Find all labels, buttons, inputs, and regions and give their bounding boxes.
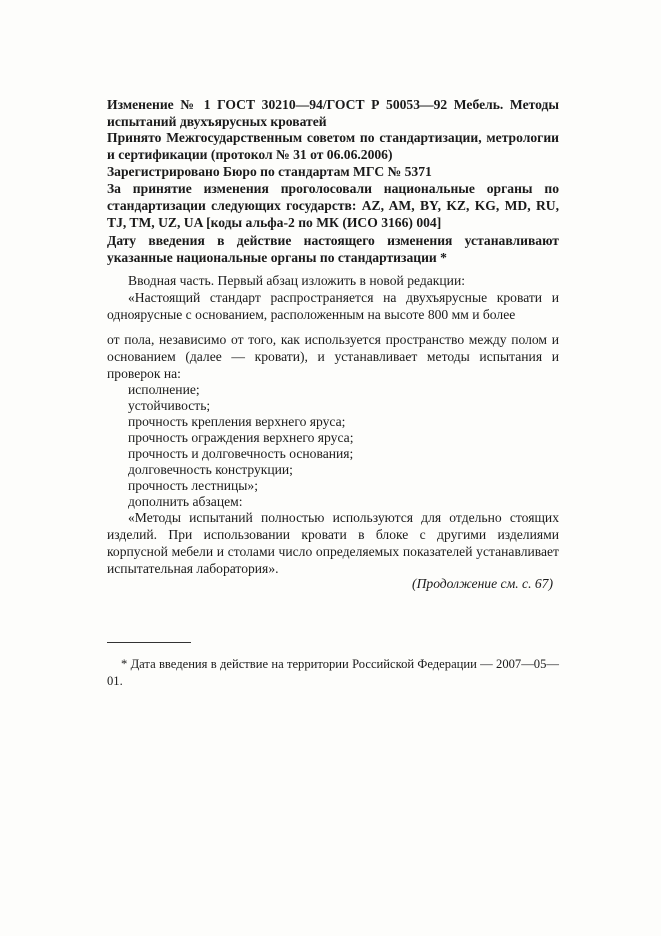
quote-continuation-paragraph: от пола, независимо от того, как используется пространство между полом и основанием (далее — кровати), и устанавливает методы испытания и проверок на: bbox=[107, 332, 559, 381]
list-item: прочность ограждения верхнего яруса; bbox=[128, 430, 354, 445]
change-title: Изменение № 1 ГОСТ 30210—94/ГОСТ Р 50053—92 Мебель. Методы испытаний двухъярусных кроватей bbox=[107, 97, 559, 129]
new-paragraph: «Методы испытаний полностью используются для отдельно стоящих изделий. При использовании кровати в блоке с другими изделиями корпусной мебели и столами число определяемых показателей устанавливает испытательная лаборатория». bbox=[107, 510, 559, 576]
list-item: дополнить абзацем: bbox=[128, 494, 243, 509]
list-item: прочность и долговечность основания; bbox=[128, 446, 354, 461]
registration-statement: Зарегистрировано Бюро по стандартам МГС № 5371 bbox=[107, 164, 432, 179]
effective-date-statement: Дату введения в действие настоящего изменения устанавливают указанные национальные органы по стандартизации * bbox=[107, 233, 559, 265]
list-item: долговечность конструкции; bbox=[128, 462, 293, 477]
continuation-note: (Продолжение см. с. 67) bbox=[412, 576, 553, 591]
list-item: устойчивость; bbox=[128, 398, 211, 413]
footnote: * Дата введения в действие на территории Российской Федерации — 2007—05—01. bbox=[107, 657, 559, 688]
voting-statement: За принятие изменения проголосовали национальные органы по стандартизации следующих государств: AZ, AM, BY, KZ, KG, MD, RU, TJ, TM, UZ, UA [коды альфа-2 по МК (ИСО 3166) 004] bbox=[107, 181, 559, 230]
list-item: исполнение; bbox=[128, 382, 200, 397]
list-item: прочность лестницы»; bbox=[128, 478, 258, 493]
adopted-statement: Принято Межгосударственным советом по стандартизации, метрологии и сертификации (протокол № 31 от 06.06.2006) bbox=[107, 130, 559, 162]
intro-paragraph: Вводная часть. Первый абзац изложить в новой редакции: bbox=[128, 273, 465, 288]
footnote-divider bbox=[107, 642, 191, 643]
list-item: прочность крепления верхнего яруса; bbox=[128, 414, 346, 429]
quote-start-paragraph: «Настоящий стандарт распространяется на двухъярусные кровати и одноярусные с основанием, расположенным на высоте 800 мм и более bbox=[107, 290, 559, 322]
